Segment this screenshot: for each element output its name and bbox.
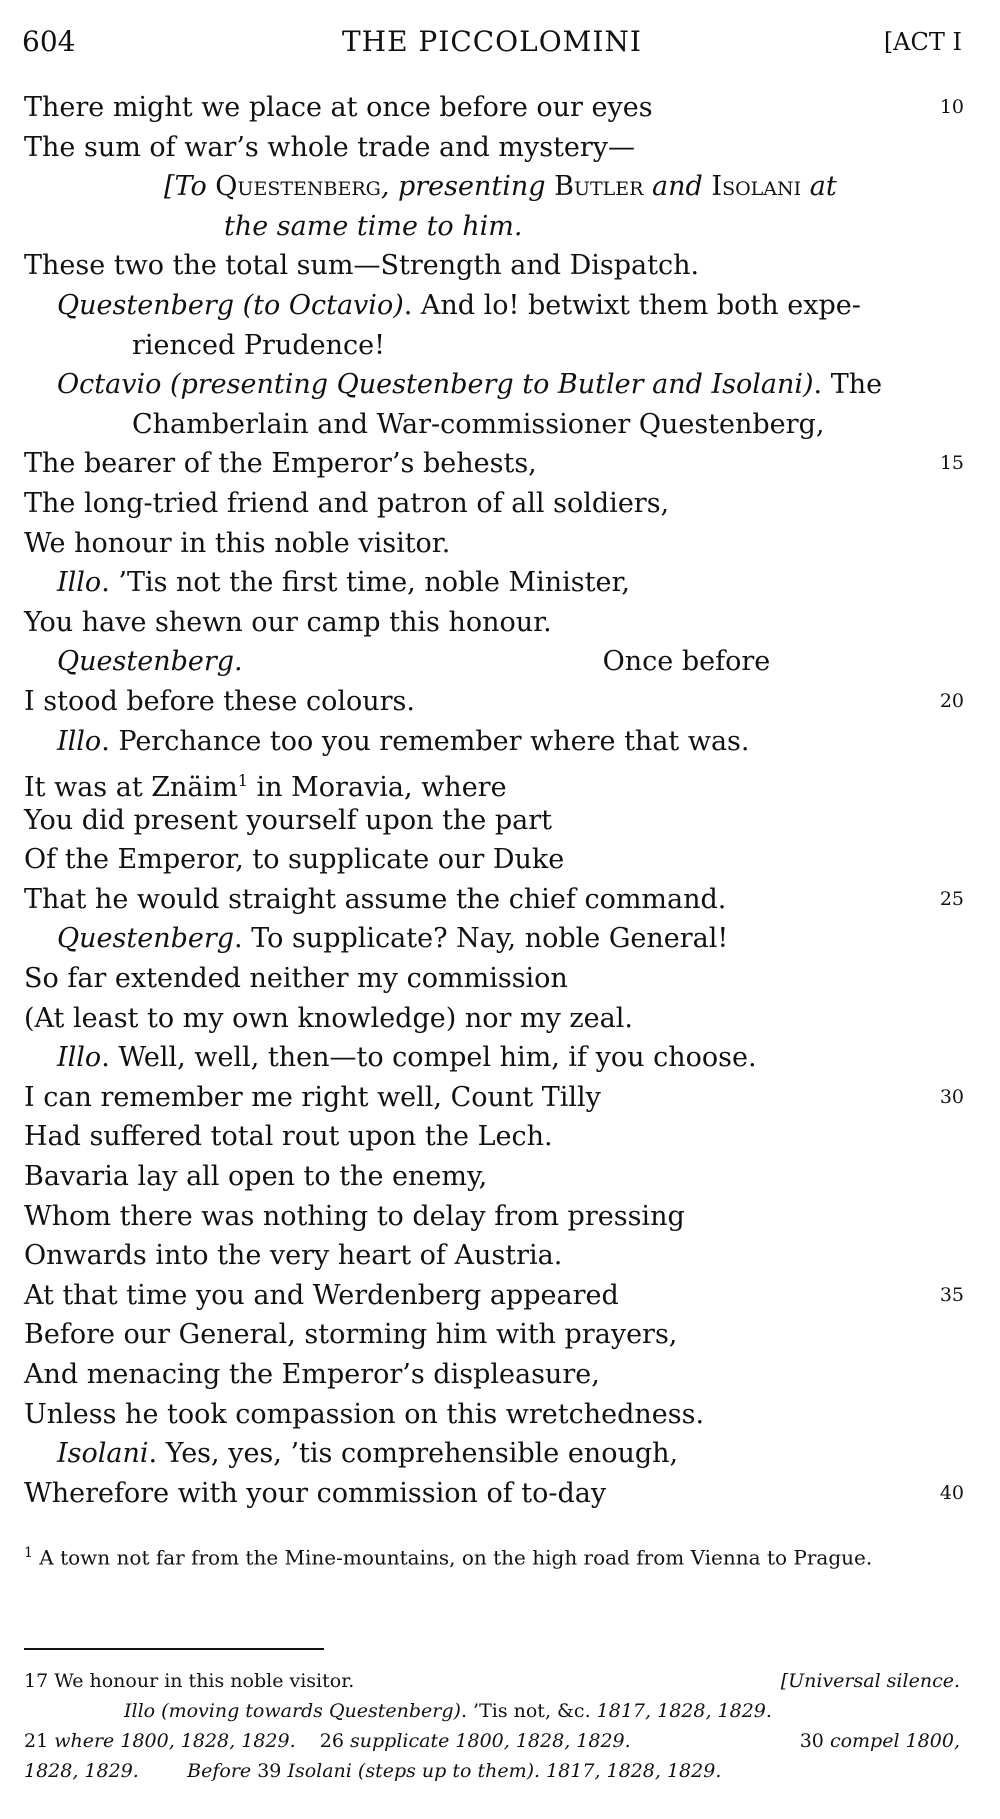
verse-line-text: Bavaria lay all open to the enemy, xyxy=(24,1161,488,1193)
verse-line-text: You have shewn our camp this honour. xyxy=(24,606,552,638)
variant-word: supplicate xyxy=(350,1730,450,1752)
verse-line-text: There might we place at once before our eyes xyxy=(24,92,653,123)
verse-line-text: (At least to my own knowledge) nor my zeal. xyxy=(24,1002,633,1034)
verse-line xyxy=(24,959,964,999)
variant-line-number: 17 xyxy=(24,1670,49,1692)
line-number: 20 xyxy=(939,689,964,712)
act-indicator: [ACT I xyxy=(883,28,962,56)
verse-line-text: Chamberlain and War-commissioner Questenberg, xyxy=(132,408,825,440)
verse-line-text: Before our General, storming him with prayers, xyxy=(24,1319,678,1351)
verse-line-text: . ’Tis not the first time, noble Minister, xyxy=(101,567,630,599)
variant-years: 1817, 1828, 1829. xyxy=(596,1700,772,1722)
verse-line xyxy=(24,167,964,207)
variant-years: 1800, xyxy=(905,1730,960,1752)
verse-line xyxy=(24,484,964,524)
variant-direction: (moving towards Questenberg) xyxy=(161,1700,461,1722)
verse-line-text: You did present yourself upon the part xyxy=(24,804,553,836)
page-number: 604 xyxy=(22,25,76,58)
verse-line xyxy=(24,1474,964,1514)
verse-line-text: . Yes, yes, ’tis comprehensible enough, xyxy=(148,1438,679,1470)
footnote-mark: 1 xyxy=(24,1545,33,1561)
variant-line-number: 21 xyxy=(24,1730,49,1752)
verse-line-text: These two the total sum—Strength and Dispatch. xyxy=(24,250,700,282)
line-number: 40 xyxy=(939,1481,964,1504)
variant-line xyxy=(24,1696,960,1726)
running-header xyxy=(22,22,962,62)
speaker-name: Isolani xyxy=(57,1438,149,1470)
verse-line-text: Onwards into the very heart of Austria. xyxy=(24,1240,563,1272)
verse-line-text: And menacing the Emperor’s displeasure, xyxy=(24,1359,600,1390)
line-number: 30 xyxy=(939,1085,964,1108)
verse-line xyxy=(24,405,964,445)
verse-line xyxy=(24,1315,964,1355)
verse-line-text: rienced Prudence! xyxy=(132,329,385,361)
stage-direction-part: and xyxy=(643,171,712,203)
verse-line-text: So far extended neither my commission xyxy=(24,963,568,995)
verse-line-text: It was at Znäim xyxy=(24,772,238,804)
variant-line xyxy=(24,1756,960,1786)
verse-line-text: The long-tried friend and patron of all soldiers, xyxy=(24,487,670,519)
stage-direction: the same time to him. xyxy=(224,210,523,242)
verse-line xyxy=(24,1355,964,1395)
verse-line xyxy=(24,801,964,841)
line-number: 25 xyxy=(939,887,964,910)
verse-line xyxy=(24,761,964,804)
verse-line xyxy=(24,1078,964,1118)
verse-line xyxy=(24,365,964,405)
speaker-name: Illo xyxy=(57,725,102,757)
variant-word: compel xyxy=(829,1730,900,1752)
verse-line-text: The bearer of the Emperor’s behests, xyxy=(24,448,537,480)
variant-line xyxy=(24,1666,960,1696)
verse-line xyxy=(24,286,964,326)
verse-line xyxy=(24,444,964,484)
verse-line-text: The sum of war’s whole trade and mystery— xyxy=(24,131,636,163)
verse-line-text: Whom there was nothing to delay from pressing xyxy=(24,1200,685,1232)
stage-direction: (to Octavio) xyxy=(242,289,404,321)
variant-word: Before xyxy=(187,1760,252,1782)
stage-direction-part: Isolani xyxy=(711,171,802,203)
variant-line-number: 30 xyxy=(799,1730,824,1752)
verse-line-text: That he would straight assume the chief command. xyxy=(24,883,727,915)
stage-direction-part: , presenting xyxy=(380,171,555,203)
footnote-rule xyxy=(24,1648,324,1650)
verse-line xyxy=(24,603,964,643)
verse-line-text: Once before xyxy=(602,646,771,678)
variant-line-number: 39 xyxy=(257,1760,282,1782)
verse-line xyxy=(24,128,964,168)
verse-line-text: Unless he took compassion on this wretchedness. xyxy=(24,1398,705,1430)
verse-line xyxy=(24,207,964,247)
speaker-name: Octavio xyxy=(57,369,162,401)
verse-line-text: We honour in this noble visitor. xyxy=(24,527,451,559)
verse-line-text: . To supplicate? Nay, noble General! xyxy=(234,923,729,955)
verse-line xyxy=(24,1395,964,1435)
variant-readings xyxy=(24,1666,960,1786)
variant-note: Isolani (steps up to them). xyxy=(287,1760,541,1782)
speaker-name: Illo xyxy=(57,1042,102,1074)
verse-line xyxy=(24,919,964,959)
verse-text xyxy=(24,88,964,1513)
verse-line xyxy=(24,1038,964,1078)
variant-text: . ’Tis not, &c. xyxy=(460,1700,591,1722)
verse-line-text: Had suffered total rout upon the Lech. xyxy=(24,1121,553,1153)
speaker-name: Questenberg. xyxy=(57,646,243,678)
verse-line-text: . Well, well, then—to compel him, if you choose. xyxy=(101,1042,757,1074)
verse-line xyxy=(24,880,964,920)
verse-line-text: I stood before these colours. xyxy=(24,685,415,717)
stage-direction-part: [To xyxy=(164,171,216,203)
speaker-name: Illo xyxy=(57,567,102,599)
variant-speaker: Illo xyxy=(124,1700,156,1722)
verse-line-text: Wherefore with your commission of to-day xyxy=(24,1477,607,1509)
verse-line xyxy=(24,1197,964,1237)
verse-line-text: At that time you and Werdenberg appeared xyxy=(24,1279,619,1311)
stage-direction-part: Butler xyxy=(554,171,644,203)
verse-line xyxy=(24,1117,964,1157)
verse-line xyxy=(24,722,964,762)
footnote-reference: 1 xyxy=(237,771,248,791)
verse-line xyxy=(24,88,964,128)
line-number: 10 xyxy=(939,96,964,118)
variant-stage-direction: [Universal silence. xyxy=(780,1670,960,1692)
verse-line xyxy=(24,1434,964,1474)
running-title: THE PICCOLOMINI xyxy=(342,25,642,58)
verse-line xyxy=(24,246,964,286)
footnote-text: A town not far from the Mine-mountains, on the high road from Vienna to Prague. xyxy=(39,1545,873,1570)
variant-years: 1800, 1828, 1829. xyxy=(120,1730,296,1752)
footnote xyxy=(24,1538,960,1573)
verse-line-text: in Moravia, where xyxy=(247,772,507,804)
verse-line xyxy=(24,999,964,1039)
speaker-name: Questenberg xyxy=(57,923,235,955)
verse-line-text: . The xyxy=(813,369,883,401)
verse-line xyxy=(24,642,964,682)
variant-years: 1800, 1828, 1829. xyxy=(455,1730,631,1752)
variant-years: 1817, 1828, 1829. xyxy=(546,1760,722,1782)
verse-line xyxy=(24,1276,964,1316)
stage-direction-part: at xyxy=(801,171,837,203)
speaker-name: Questenberg xyxy=(57,289,235,321)
verse-line-text: Of the Emperor, to supplicate our Duke xyxy=(24,844,565,876)
verse-line xyxy=(24,563,964,603)
verse-line xyxy=(24,1157,964,1197)
stage-direction-part: Questenberg xyxy=(215,171,381,203)
verse-line xyxy=(24,524,964,564)
line-number: 15 xyxy=(939,452,964,475)
line-number: 35 xyxy=(939,1283,964,1306)
verse-line xyxy=(24,326,964,366)
verse-line xyxy=(24,682,964,722)
stage-direction: (presenting Questenberg to Butler and Isolani) xyxy=(169,369,814,401)
verse-line-text: . Perchance too you remember where that was. xyxy=(101,725,750,757)
verse-line xyxy=(24,840,964,880)
variant-line xyxy=(24,1726,960,1756)
verse-line-text: . And lo! betwixt them both expe- xyxy=(403,289,861,321)
variant-word: where xyxy=(54,1730,115,1752)
verse-line xyxy=(24,1236,964,1276)
verse-line-text: I can remember me right well, Count Tilly xyxy=(24,1081,601,1113)
variant-line-number: 26 xyxy=(319,1730,344,1752)
variant-text: We honour in this noble visitor. xyxy=(54,1670,355,1692)
variant-years: 1828, 1829. xyxy=(24,1760,139,1782)
